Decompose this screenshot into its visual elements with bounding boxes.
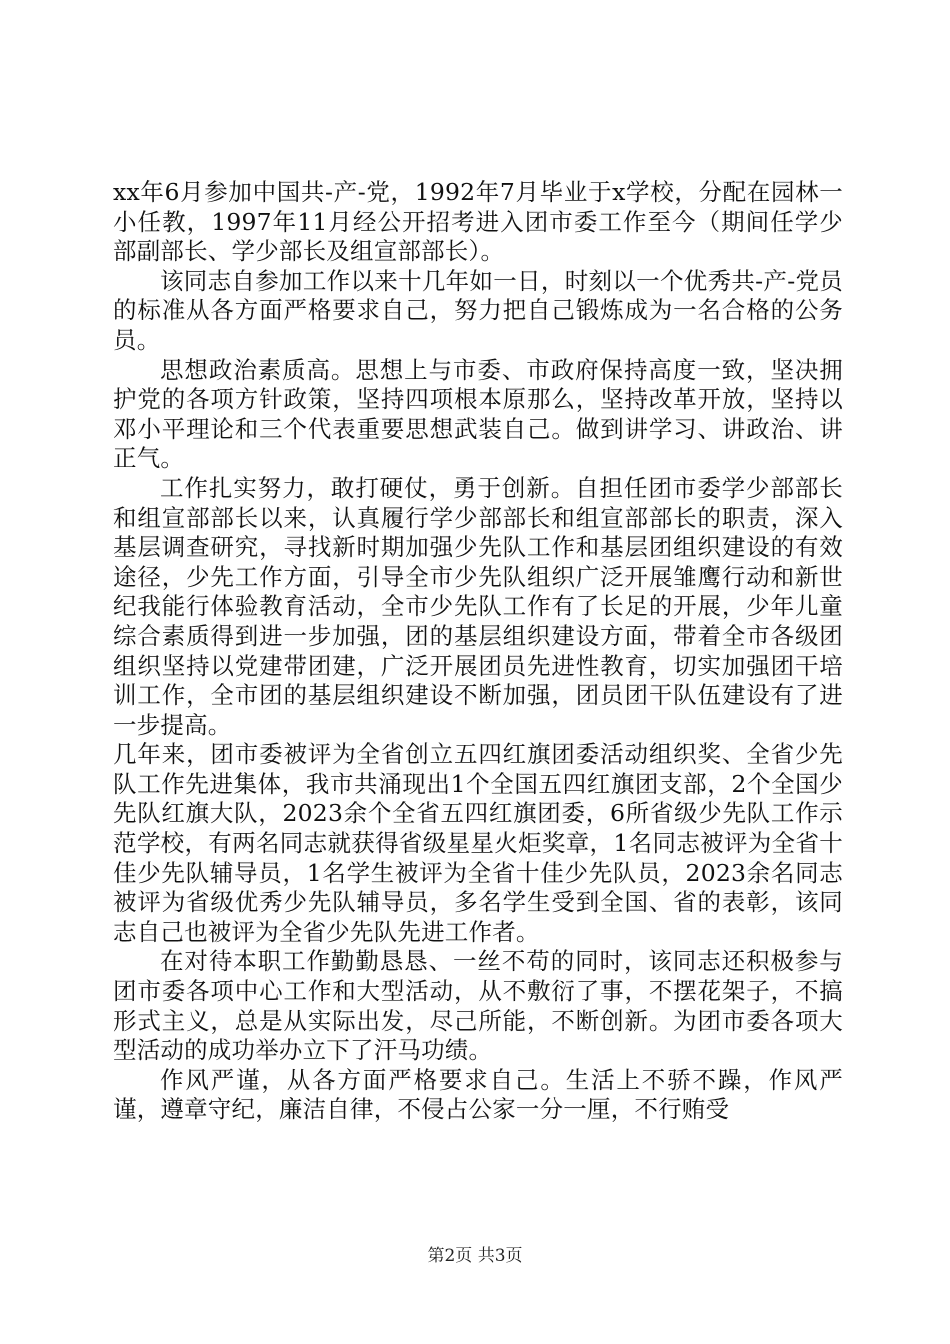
page-total: 共3页 <box>477 1246 523 1266</box>
paragraph-2: 该同志自参加工作以来十几年如一日，时刻以一个优秀共-产-党员的标准从各方面严格要求自己，努力把自己锻炼成为一名合格的公务员。 <box>113 266 843 354</box>
paragraph-4: 工作扎实努力，敢打硬仗，勇于创新。自担任团市委学少部部长和组宣部部长以来，认真履行学少部部长和组宣部部长的职责，深入基层调查研究，寻找新时期加强少先队工作和基层团组织建设的有效途径，少先工作方面，引导全市少先队组织广泛开展雏鹰行动和新世纪我能行体验教育活动，全市少先队工作有了长足的开展，少年儿童综合素质得到进一步加强，团的基层组织建设方面，带着全市各级团组织坚持以党建带团建，广泛开展团员先进性教育，切实加强团干培训工作，全市团的基层组织建设不断加强，团员团干队伍建设有了进一步提高。 <box>113 473 843 739</box>
paragraph-5: 几年来，团市委被评为全省创立五四红旗团委活动组织奖、全省少先队工作先进集体，我市共涌现出1个全国五四红旗团支部，2个全国少先队红旗大队，2023余个全省五四红旗团委，6所省级少先队工作示范学校，有两名同志就获得省级星星火炬奖章，1名同志被评为全省十佳少先队辅导员，1名学生被评为全省十佳少先队员，2023余名同志被评为省级优秀少先队辅导员，多名学生受到全国、省的表彰，该同志自己也被评为全省少先队先进工作者。 <box>113 740 843 946</box>
page-footer <box>0 1245 950 1267</box>
paragraph-6: 在对待本职工作勤勤恳恳、一丝不苟的同时，该同志还积极参与团市委各项中心工作和大型活动，从不敷衍了事，不摆花架子，不搞形式主义，总是从实际出发，尽己所能，不断创新。为团市委各项大型活动的成功举办立下了汗马功绩。 <box>113 947 843 1065</box>
paragraph-3: 思想政治素质高。思想上与市委、市政府保持高度一致，坚决拥护党的各项方针政策，坚持四项根本原那么，坚持改革开放，坚持以邓小平理论和三个代表重要思想武装自己。做到讲学习、讲政治、讲正气。 <box>113 355 843 473</box>
paragraph-7: 作风严谨，从各方面严格要求自己。生活上不骄不躁，作风严谨，遵章守纪，廉洁自律，不侵占公家一分一厘，不行贿受 <box>113 1065 843 1124</box>
document-body <box>113 178 843 1125</box>
paragraph-1: xx年6月参加中国共-产-党，1992年7月毕业于x学校，分配在园林一小任教，1997年11月经公开招考进入团市委工作至今（期间任学少部副部长、学少部长及组宣部部长）。 <box>113 178 843 266</box>
page-number: 第2页 <box>427 1246 473 1266</box>
